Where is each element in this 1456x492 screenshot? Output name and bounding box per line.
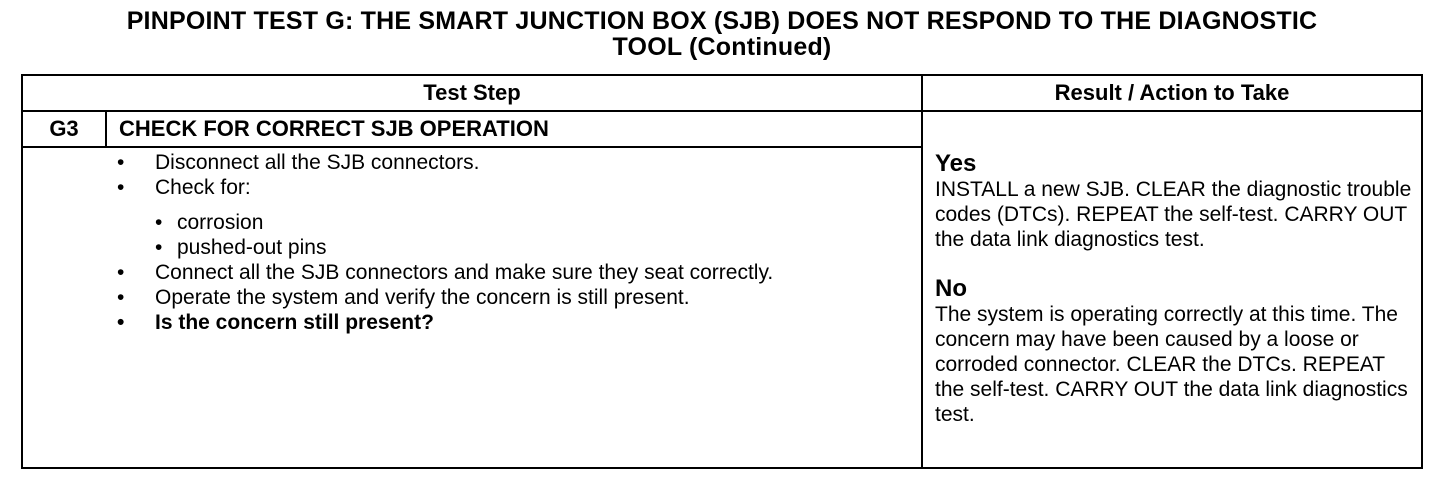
step-title: CHECK FOR CORRECT SJB OPERATION: [119, 116, 549, 141]
bullet-icon: •: [117, 151, 125, 174]
bullet-icon: •: [117, 176, 125, 199]
instruction-text: Operate the system and verify the concern is still present.: [155, 286, 690, 309]
column-divider: [921, 76, 923, 467]
result-yes: [935, 150, 1415, 252]
header-test-step: Test Step: [423, 80, 521, 105]
step-id-divider: [105, 110, 107, 148]
check-for-text: pushed-out pins: [177, 236, 327, 259]
result-yes-text: INSTALL a new SJB. CLEAR the diagnostic trouble codes (DTCs). REPEAT the self-test. CARRY OUT the data link diagnostics test.: [935, 178, 1412, 251]
check-for-list: [107, 210, 917, 260]
list-item: [107, 285, 917, 310]
result-actions: [935, 150, 1415, 450]
list-item: [107, 260, 917, 285]
bullet-icon: •: [117, 261, 125, 284]
pinpoint-test-table: [21, 74, 1423, 469]
bullet-icon: •: [117, 311, 125, 334]
check-for-item: [155, 235, 917, 260]
result-no-text: The system is operating correctly at this time. The concern may have been caused by a loose or corroded connector. CLEAR the DTCs. REPEAT the self-test. CARRY OUT the data link diagnostics test.: [935, 303, 1408, 426]
step-id: G3: [49, 116, 79, 141]
step-title-divider: [23, 146, 921, 148]
step-instructions: [107, 150, 917, 335]
title-line-1: PINPOINT TEST G: THE SMART JUNCTION BOX (SJB) DOES NOT RESPOND TO THE DIAGNOSTIC: [126, 7, 1318, 35]
bullet-icon: •: [155, 211, 163, 234]
header-result-action: Result / Action to Take: [1054, 80, 1290, 105]
result-no-label: No: [935, 275, 967, 302]
title-line-2: TOOL (Continued): [612, 33, 832, 61]
bullet-icon: •: [117, 286, 125, 309]
result-no: [935, 275, 1415, 427]
bullet-icon: •: [155, 236, 163, 259]
instruction-text: Check for:: [155, 176, 251, 199]
instruction-question: Is the concern still present?: [155, 311, 434, 334]
check-for-item: [155, 210, 917, 235]
list-item: [107, 175, 917, 200]
list-item: [107, 150, 917, 175]
check-for-text: corrosion: [177, 211, 264, 234]
list-item-question: [107, 310, 917, 335]
instruction-text: Disconnect all the SJB connectors.: [155, 151, 480, 174]
page-title: [20, 8, 1424, 60]
result-yes-label: Yes: [935, 150, 977, 177]
instruction-text: Connect all the SJB connectors and make sure they seat correctly.: [155, 261, 774, 284]
